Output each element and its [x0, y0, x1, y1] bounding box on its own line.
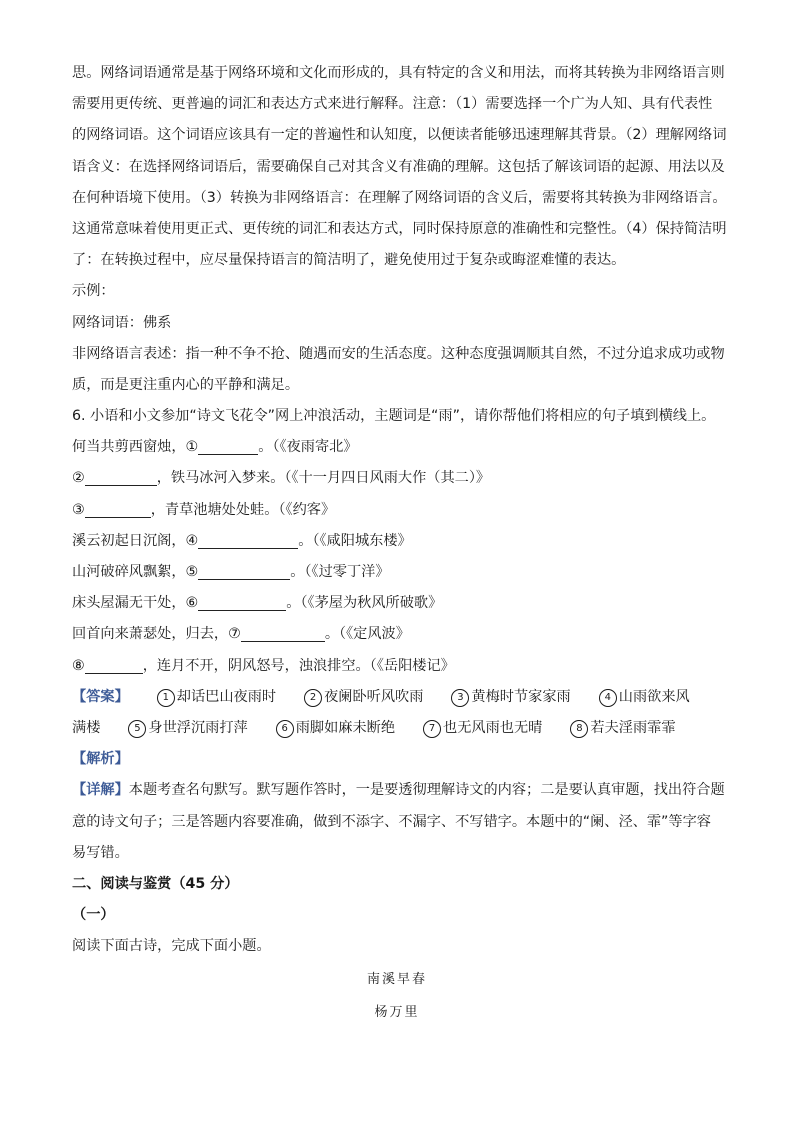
fill-blank	[198, 530, 298, 549]
intro-line: 的网络词语。这个词语应该具有一定的普遍性和认知度，以便读者能够迅速理解其背景。（2）理解网络词	[72, 127, 727, 144]
poem-title: 南溪早春	[366, 972, 427, 987]
example-label: 示例：	[72, 283, 115, 300]
detail-line: 意的诗文句子；三是答题内容要准确，做到不添字、不漏字、不写错字。本题中的“阑、泾、霏”等字容	[72, 813, 711, 830]
fill-blank	[85, 655, 143, 674]
fill-item: 山河破碎风飘絮，⑤ 。（《过零丁洋》	[72, 557, 732, 588]
fill-blank	[198, 592, 286, 611]
example-expression: 质，而是更注重内心的平静和满足。	[72, 376, 300, 393]
detail-line: 易写错。	[72, 844, 129, 861]
document-page	[72, 58, 732, 962]
analysis-label: 【解析】	[72, 751, 129, 768]
detail-line: 【详解】本题考查名句默写。默写题作答时，一是要透彻理解诗文的内容；二是要认真审题，找出符合题	[72, 782, 725, 799]
fill-item: ⑧ ，连月不开，阴风怒号，浊浪排空。（《岳阳楼记》	[72, 651, 732, 682]
fill-blank	[198, 436, 258, 455]
fill-item: 回首向来萧瑟处，归去，⑦ 。（《定风波》	[72, 619, 732, 650]
intro-line: 语含义：在选择网络词语后，需要确保自己对其含义有准确的理解。这包括了解该词语的起源、用法以及	[72, 158, 725, 175]
answer-line: 【答案】 1 却话巴山夜雨时 2 夜阑卧听风吹雨 3 黄梅时节家家雨 4 山雨欲来风	[72, 688, 690, 705]
intro-line: 需要用更传统、更普遍的词汇和表达方式来进行解释。注意：（1）需要选择一个广为人知、具有代表性	[72, 96, 713, 113]
intro-line: 思。网络词语通常是基于网络环境和文化而形成的，具有特定的含义和用法，而将其转换为非网络语言则	[72, 65, 725, 81]
section-part: （一）	[72, 907, 115, 924]
example-word: 网络词语：佛系	[72, 314, 172, 331]
answer-label: 【答案】	[72, 688, 129, 705]
fill-item: ② ，铁马冰河入梦来。（《十一月四日风雨大作（其二）》	[72, 463, 732, 494]
fill-blank	[85, 499, 151, 518]
fill-blank	[241, 623, 325, 642]
fill-item: 溪云初起日沉阁，④ 。（《咸阳城东楼》	[72, 526, 732, 557]
detail-label: 【详解】	[72, 782, 129, 799]
question-6-stem: 6. 小语和小文参加“诗文飞花令”网上冲浪活动，主题词是“雨”，请你帮他们将相应的句子填到横线上。	[72, 408, 716, 425]
section-title: 二、阅读与鉴赏（45 分）	[72, 875, 239, 892]
answer-line: 满楼 5 身世浮沉雨打萍 6 雨脚如麻未断绝 7 也无风雨也无晴 8 若夫淫雨霏霏	[72, 719, 676, 736]
poem-author: 杨万里	[374, 1005, 420, 1020]
intro-line: 了：在转换过程中，应尽量保持语言的简洁明了，避免使用过于复杂或晦涩难懂的表达。	[72, 252, 626, 269]
fill-item: 何当共剪西窗烛，① 。（《夜雨寄北》	[72, 432, 732, 463]
example-expression: 非网络语言表述：指一种不争不抢、随遇而安的生活态度。这种态度强调顺其自然，不过分追求成功或物	[72, 345, 725, 362]
fill-blank	[198, 561, 290, 580]
fill-item: 床头屋漏无干处，⑥ 。（《茅屋为秋风所破歌》	[72, 588, 732, 619]
intro-line: 这通常意味着使用更正式、更传统的词汇和表达方式，同时保持原意的准确性和完整性。（4）保持简洁明	[72, 220, 727, 237]
fill-item: ③ ，青草池塘处处蛙。（《约客》	[72, 495, 732, 526]
fill-blank	[85, 467, 157, 486]
section-instruction: 阅读下面古诗，完成下面小题。	[72, 938, 271, 955]
intro-line: 在何种语境下使用。（3）转换为非网络语言：在理解了网络词语的含义后，需要将其转换为非网络语言。	[72, 189, 727, 206]
